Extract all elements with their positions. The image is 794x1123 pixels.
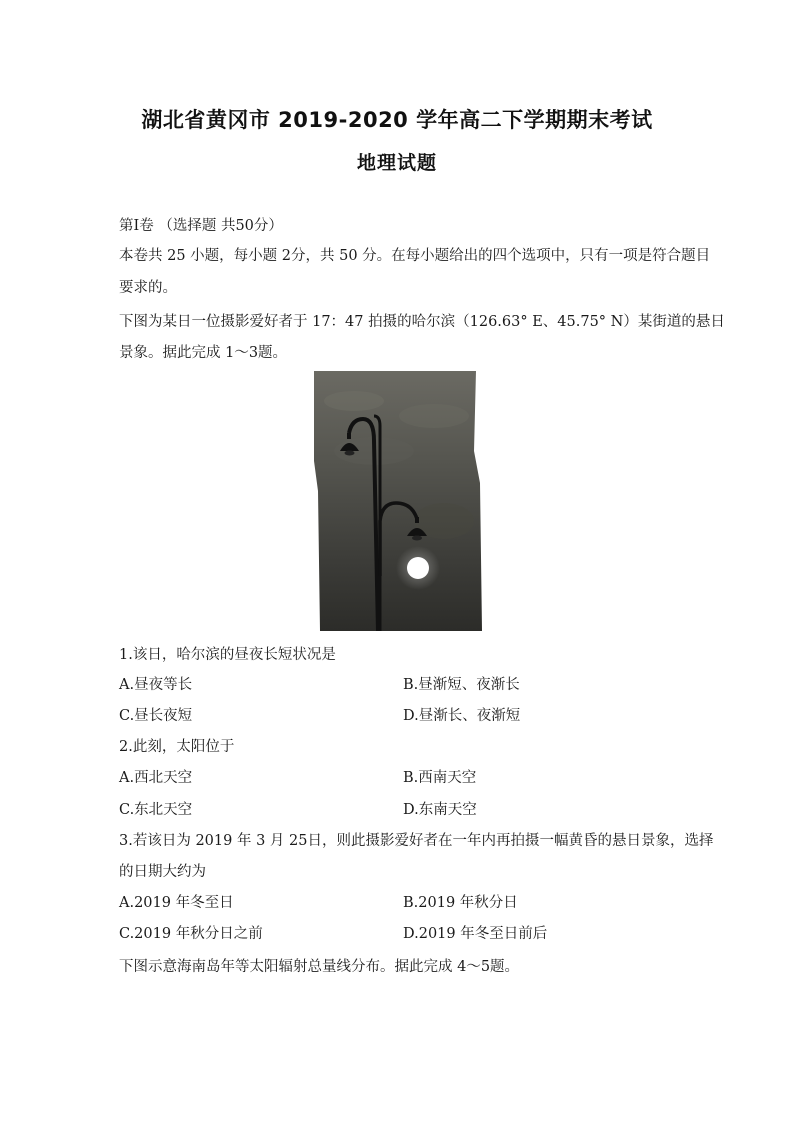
intro-2: 下图示意海南岛年等太阳辐射总量线分布。据此完成 4～5题。 <box>119 959 520 975</box>
question-1-option-d: D.昼渐长、夜渐短 <box>403 708 521 724</box>
question-1-stem: 1.该日，哈尔滨的昼夜长短状况是 <box>119 647 336 663</box>
question-3-option-d: D.2019 年冬至日前后 <box>403 926 548 942</box>
question-1-option-a: A.昼夜等长 <box>119 677 193 693</box>
exam-subtitle: 地理试题 <box>356 152 437 174</box>
intro-1-line-2: 景象。据此完成 1～3题。 <box>119 345 288 361</box>
question-3-option-a: A.2019 年冬至日 <box>119 895 234 911</box>
question-3-stem-line-1: 3.若该日为 2019 年 3 月 25日，则此摄影爱好者在一年内再拍摄一幅黄昏的悬日景象，选择 <box>119 833 714 849</box>
question-2-stem: 2.此刻，太阳位于 <box>119 739 235 755</box>
question-2-option-d: D.东南天空 <box>403 802 477 818</box>
street-lamp-sunset-photo <box>314 371 482 631</box>
question-2-option-b: B.西南天空 <box>403 770 477 786</box>
question-3-option-c: C.2019 年秋分日之前 <box>119 926 263 942</box>
question-3-option-b: B.2019 年秋分日 <box>403 895 518 911</box>
question-1-option-b: B.昼渐短、夜渐长 <box>403 677 520 693</box>
question-2-option-c: C.东北天空 <box>119 802 193 818</box>
question-1-option-c: C.昼长夜短 <box>119 708 193 724</box>
exam-title: 湖北省黄冈市 2019-2020 学年高二下学期期末考试 <box>141 108 653 132</box>
question-2-option-a: A.西北天空 <box>119 770 193 786</box>
section-heading: 第Ⅰ卷 （选择题 共50分） <box>119 218 283 234</box>
instructions-line-2: 要求的。 <box>119 280 177 296</box>
question-3-stem-line-2: 的日期大约为 <box>119 864 206 880</box>
intro-1-line-1: 下图为某日一位摄影爱好者于 17：47 拍摄的哈尔滨（126.63° E、45.75° N）某街道的悬日 <box>119 314 725 330</box>
instructions-line-1: 本卷共 25 小题，每小题 2分，共 50 分。在每小题给出的四个选项中，只有一项是符合题目 <box>119 248 711 264</box>
